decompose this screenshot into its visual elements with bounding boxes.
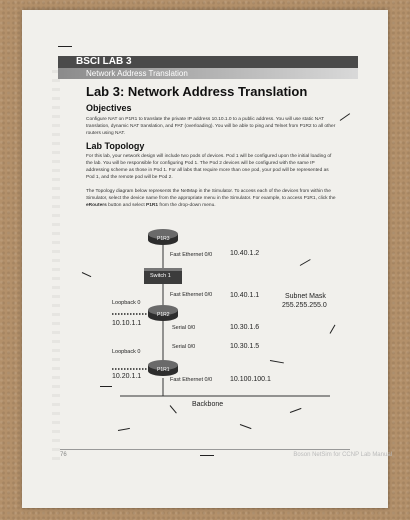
topology-text: For this lab, your network design will include two pods of devices. Pod 1 will be configured upon the initial loading of the lab. You will be responsible for configuring Pod 1. The Pod 2 devices will be configured with the same IP addressing scheme as those in Pod 1. For all labs that require more than one pod, your pod will be represented as Pod 1, and the remote pod will be Pod 2. xyxy=(86,154,332,180)
header-subtitle: Network Address Translation xyxy=(86,69,188,78)
objectives-heading: Objectives xyxy=(86,103,132,113)
header-title: BSCI LAB 3 xyxy=(76,56,132,67)
page-title: Lab 3: Network Address Translation xyxy=(86,84,308,99)
topology-text-2-b: eRouters xyxy=(86,203,107,208)
serial-label-top: Serial 0/0 xyxy=(172,325,196,331)
topology-text-2-a: The Topology diagram below represents the NetMap in the Simulator. To access each of the devices from within the Simulator, select the device name from the appropriate menu in the Simulator. For example, to access P1R1, click the xyxy=(86,189,336,201)
serial-label-bot: Serial 0/0 xyxy=(172,344,196,350)
loopback-ip-bot: 10.20.1.1 xyxy=(112,373,142,380)
topology-text-2-d: P1R1 xyxy=(146,203,158,208)
router-p1r2-label: P1R2 xyxy=(157,312,170,318)
loopback-label-top: Loopback 0 xyxy=(112,300,141,306)
network-topology-diagram xyxy=(60,220,360,420)
loopback-label-bot: Loopback 0 xyxy=(112,349,141,355)
page-margin-band xyxy=(52,70,60,460)
backbone-label: Backbone xyxy=(192,401,224,408)
subnet-mask-value: 255.255.255.0 xyxy=(282,302,327,309)
scribble-mark xyxy=(200,455,214,456)
serial-ip-top: 10.30.1.6 xyxy=(230,324,260,331)
fe-label-bot: Fast Ethernet 0/0 xyxy=(170,377,213,383)
objectives-text: Configure NAT on P1R1 to translate the private IP address 10.10.1.0 to a public address. You will use static NAT translation, dynamic NAT translation, and PAT (overloading). You will be able to ping and Telnet from P1R2 to all other routers using NAT. xyxy=(86,117,336,136)
footer-book-title: Boson NetSim for CCNP Lab Manual xyxy=(293,452,392,458)
subnet-mask-label: Subnet Mask xyxy=(285,293,326,300)
topology-text-2 xyxy=(86,188,338,209)
topology-heading: Lab Topology xyxy=(86,141,145,151)
topology-text-2-e: from the drop-down menu. xyxy=(158,203,216,208)
footer-page-number: 76 xyxy=(60,452,67,458)
fe-label-top: Fast Ethernet 0/0 xyxy=(170,252,213,258)
topology-text-2-c: button and select xyxy=(106,203,146,208)
router-p1r1-label: P1R1 xyxy=(157,367,170,373)
scribble-mark xyxy=(100,386,112,387)
ip-label-bot: 10.100.100.1 xyxy=(230,376,271,383)
loopback-ip-top: 10.10.1.1 xyxy=(112,320,142,327)
serial-ip-bot: 10.30.1.5 xyxy=(230,343,260,350)
ip-label-mid: 10.40.1.1 xyxy=(230,292,260,299)
router-p1r3-label: P1R3 xyxy=(157,236,170,242)
fe-label-mid: Fast Ethernet 0/0 xyxy=(170,292,213,298)
footer-rule xyxy=(60,449,350,450)
scribble-mark xyxy=(58,46,72,47)
ip-label-top: 10.40.1.2 xyxy=(230,250,260,257)
topology-lines xyxy=(60,220,360,420)
switch-1-label: Switch 1 xyxy=(150,273,171,279)
